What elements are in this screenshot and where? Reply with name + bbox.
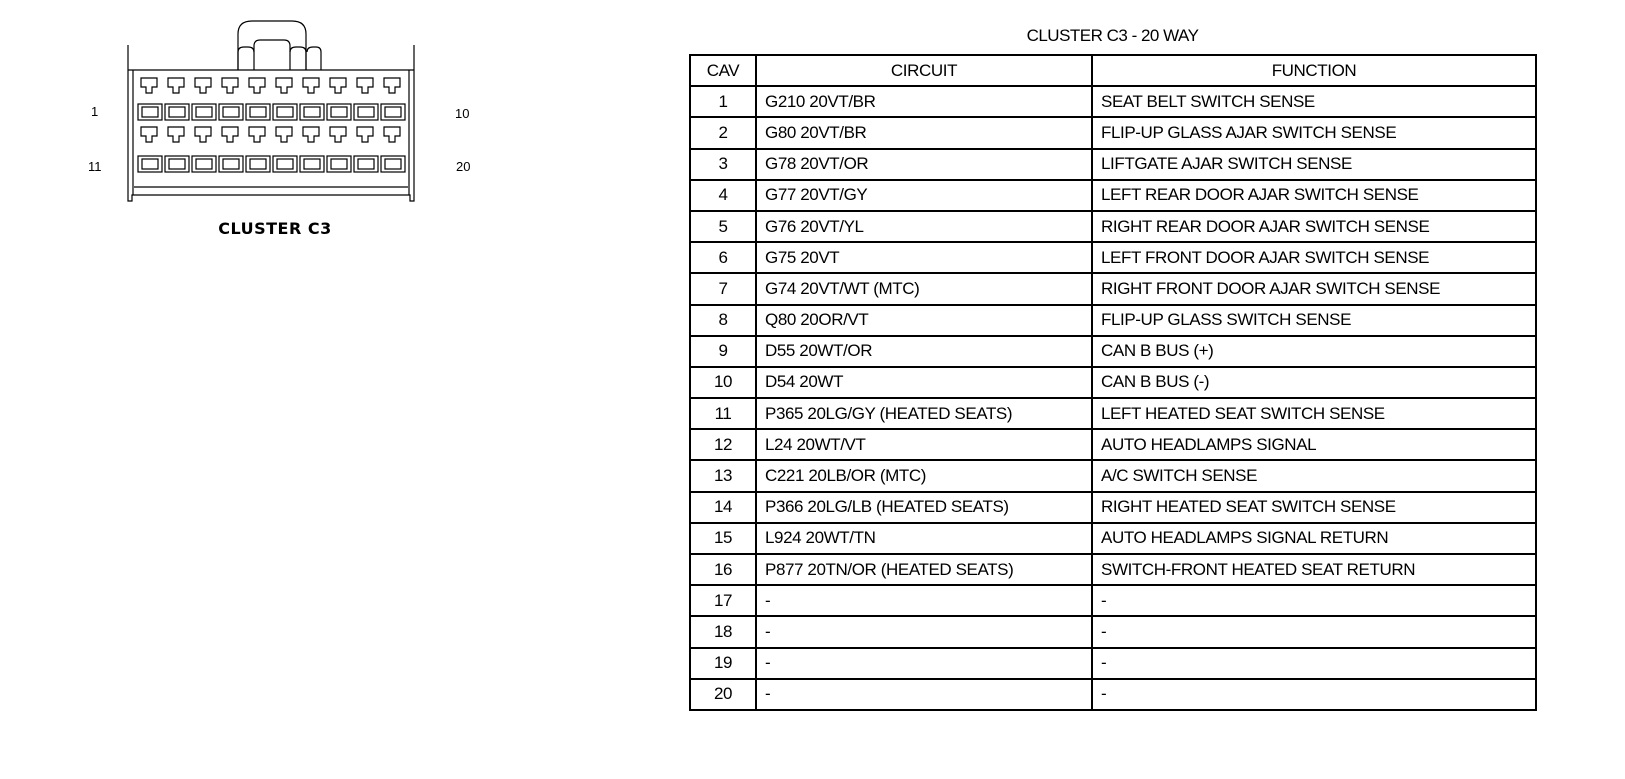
cavity-inner bbox=[169, 159, 185, 169]
table-row bbox=[690, 554, 1536, 585]
cavity-inner bbox=[385, 159, 401, 169]
cav-cell: 20 bbox=[690, 679, 756, 710]
function-cell: CAN B BUS (-) bbox=[1092, 367, 1536, 398]
cavity-inner bbox=[358, 107, 374, 117]
terminal-icon bbox=[330, 127, 346, 142]
circuit-cell: - bbox=[756, 616, 1092, 647]
function-cell: SEAT BELT SWITCH SENSE bbox=[1092, 86, 1536, 117]
function-cell: FLIP-UP GLASS SWITCH SENSE bbox=[1092, 305, 1536, 336]
cav-cell: 10 bbox=[690, 367, 756, 398]
function-cell: CAN B BUS (+) bbox=[1092, 336, 1536, 367]
circuit-cell: - bbox=[756, 648, 1092, 679]
cavity-inner bbox=[142, 159, 158, 169]
circuit-cell: G78 20VT/OR bbox=[756, 149, 1092, 180]
terminal-icon bbox=[195, 127, 211, 142]
circuit-cell: D55 20WT/OR bbox=[756, 336, 1092, 367]
table-row bbox=[690, 367, 1536, 398]
terminal-icon bbox=[141, 78, 157, 93]
header-function: FUNCTION bbox=[1092, 55, 1536, 86]
cav-cell: 18 bbox=[690, 616, 756, 647]
latch-outline bbox=[238, 21, 306, 70]
function-cell: RIGHT FRONT DOOR AJAR SWITCH SENSE bbox=[1092, 273, 1536, 304]
table-row bbox=[690, 585, 1536, 616]
table-row bbox=[690, 273, 1536, 304]
function-cell: - bbox=[1092, 585, 1536, 616]
cav-cell: 8 bbox=[690, 305, 756, 336]
circuit-cell: G77 20VT/GY bbox=[756, 180, 1092, 211]
cav-cell: 17 bbox=[690, 585, 756, 616]
cavity-inner bbox=[223, 107, 239, 117]
terminal-icon bbox=[141, 127, 157, 142]
table-row bbox=[690, 616, 1536, 647]
latch-right-ear bbox=[307, 47, 321, 70]
terminal-icon bbox=[384, 78, 400, 93]
pin-number-top-right: 10 bbox=[455, 106, 470, 121]
function-cell: RIGHT REAR DOOR AJAR SWITCH SENSE bbox=[1092, 211, 1536, 242]
circuit-cell: Q80 20OR/VT bbox=[756, 305, 1092, 336]
table-row bbox=[690, 679, 1536, 710]
circuit-cell: G80 20VT/BR bbox=[756, 117, 1092, 148]
table-row bbox=[690, 492, 1536, 523]
cav-cell: 13 bbox=[690, 460, 756, 491]
terminal-icon bbox=[195, 78, 211, 93]
table-row bbox=[690, 242, 1536, 273]
connector-housing bbox=[128, 21, 414, 201]
table-row bbox=[690, 180, 1536, 211]
latch-right-tab bbox=[290, 47, 306, 70]
cav-cell: 4 bbox=[690, 180, 756, 211]
cav-cell: 3 bbox=[690, 149, 756, 180]
function-cell: - bbox=[1092, 616, 1536, 647]
pin-number-top-left: 1 bbox=[91, 104, 99, 119]
table-row bbox=[690, 648, 1536, 679]
housing-outline bbox=[128, 45, 414, 201]
cav-cell: 5 bbox=[690, 211, 756, 242]
function-cell: LIFTGATE AJAR SWITCH SENSE bbox=[1092, 149, 1536, 180]
table-row bbox=[690, 523, 1536, 554]
terminal-icon bbox=[303, 127, 319, 142]
latch-left-tab bbox=[238, 47, 254, 70]
function-cell: AUTO HEADLAMPS SIGNAL bbox=[1092, 429, 1536, 460]
circuit-cell: P366 20LG/LB (HEATED SEATS) bbox=[756, 492, 1092, 523]
terminal-icon bbox=[357, 127, 373, 142]
table-row bbox=[690, 211, 1536, 242]
circuit-cell: G74 20VT/WT (MTC) bbox=[756, 273, 1092, 304]
cavity-inner bbox=[196, 107, 212, 117]
table-row bbox=[690, 149, 1536, 180]
cav-cell: 9 bbox=[690, 336, 756, 367]
cav-cell: 15 bbox=[690, 523, 756, 554]
circuit-cell: D54 20WT bbox=[756, 367, 1092, 398]
cavity-inner bbox=[250, 107, 266, 117]
circuit-cell: L24 20WT/VT bbox=[756, 429, 1092, 460]
function-cell: FLIP-UP GLASS AJAR SWITCH SENSE bbox=[1092, 117, 1536, 148]
circuit-cell: - bbox=[756, 679, 1092, 710]
terminal-icon bbox=[276, 78, 292, 93]
circuit-cell: G75 20VT bbox=[756, 242, 1092, 273]
function-cell: LEFT REAR DOOR AJAR SWITCH SENSE bbox=[1092, 180, 1536, 211]
circuit-cell: L924 20WT/TN bbox=[756, 523, 1092, 554]
terminal-icon bbox=[222, 127, 238, 142]
table-body bbox=[690, 86, 1536, 710]
function-cell: LEFT FRONT DOOR AJAR SWITCH SENSE bbox=[1092, 242, 1536, 273]
function-cell: A/C SWITCH SENSE bbox=[1092, 460, 1536, 491]
terminal-icon bbox=[384, 127, 400, 142]
cav-cell: 14 bbox=[690, 492, 756, 523]
cavity-inner bbox=[331, 107, 347, 117]
table-row bbox=[690, 460, 1536, 491]
terminal-icon bbox=[168, 127, 184, 142]
cav-cell: 11 bbox=[690, 398, 756, 429]
table-row bbox=[690, 305, 1536, 336]
table-row bbox=[690, 117, 1536, 148]
cavity-inner bbox=[277, 107, 293, 117]
connector-label: CLUSTER C3 bbox=[218, 219, 332, 238]
terminal-icon bbox=[330, 78, 346, 93]
function-cell: LEFT HEATED SEAT SWITCH SENSE bbox=[1092, 398, 1536, 429]
terminal-icon bbox=[249, 127, 265, 142]
terminal-icon bbox=[303, 78, 319, 93]
circuit-cell: P877 20TN/OR (HEATED SEATS) bbox=[756, 554, 1092, 585]
function-cell: RIGHT HEATED SEAT SWITCH SENSE bbox=[1092, 492, 1536, 523]
header-cav: CAV bbox=[690, 55, 756, 86]
circuit-cell: P365 20LG/GY (HEATED SEATS) bbox=[756, 398, 1092, 429]
header-circuit: CIRCUIT bbox=[756, 55, 1092, 86]
table-row bbox=[690, 429, 1536, 460]
cavity-inner bbox=[358, 159, 374, 169]
cavity-inner bbox=[223, 159, 239, 169]
cav-cell: 6 bbox=[690, 242, 756, 273]
cavity-inner bbox=[385, 107, 401, 117]
function-cell: AUTO HEADLAMPS SIGNAL RETURN bbox=[1092, 523, 1536, 554]
cavity-inner bbox=[304, 107, 320, 117]
cav-cell: 1 bbox=[690, 86, 756, 117]
cav-cell: 19 bbox=[690, 648, 756, 679]
cavity-inner bbox=[331, 159, 347, 169]
table-row bbox=[690, 398, 1536, 429]
cavity-inner bbox=[196, 159, 212, 169]
terminal-icon bbox=[276, 127, 292, 142]
latch-inner bbox=[254, 40, 290, 70]
table-row bbox=[690, 336, 1536, 367]
function-cell: SWITCH-FRONT HEATED SEAT RETURN bbox=[1092, 554, 1536, 585]
connector-cavities bbox=[138, 78, 405, 172]
terminal-icon bbox=[249, 78, 265, 93]
terminal-icon bbox=[168, 78, 184, 93]
pinout-table bbox=[689, 54, 1537, 711]
terminal-icon bbox=[357, 78, 373, 93]
cav-cell: 2 bbox=[690, 117, 756, 148]
cav-cell: 12 bbox=[690, 429, 756, 460]
circuit-cell: G76 20VT/YL bbox=[756, 211, 1092, 242]
table-header-row bbox=[690, 55, 1536, 86]
cavity-inner bbox=[250, 159, 266, 169]
circuit-cell: G210 20VT/BR bbox=[756, 86, 1092, 117]
cavity-inner bbox=[169, 107, 185, 117]
cavity-inner bbox=[304, 159, 320, 169]
cavity-inner bbox=[277, 159, 293, 169]
circuit-cell: - bbox=[756, 585, 1092, 616]
terminal-icon bbox=[222, 78, 238, 93]
function-cell: - bbox=[1092, 679, 1536, 710]
table-row bbox=[690, 86, 1536, 117]
pin-number-bottom-left: 11 bbox=[88, 159, 102, 174]
function-cell: - bbox=[1092, 648, 1536, 679]
pin-number-bottom-right: 20 bbox=[456, 159, 471, 174]
cav-cell: 16 bbox=[690, 554, 756, 585]
connector-diagram bbox=[0, 0, 560, 260]
table-title: CLUSTER C3 - 20 WAY bbox=[1026, 26, 1199, 45]
cavity-inner bbox=[142, 107, 158, 117]
cav-cell: 7 bbox=[690, 273, 756, 304]
circuit-cell: C221 20LB/OR (MTC) bbox=[756, 460, 1092, 491]
